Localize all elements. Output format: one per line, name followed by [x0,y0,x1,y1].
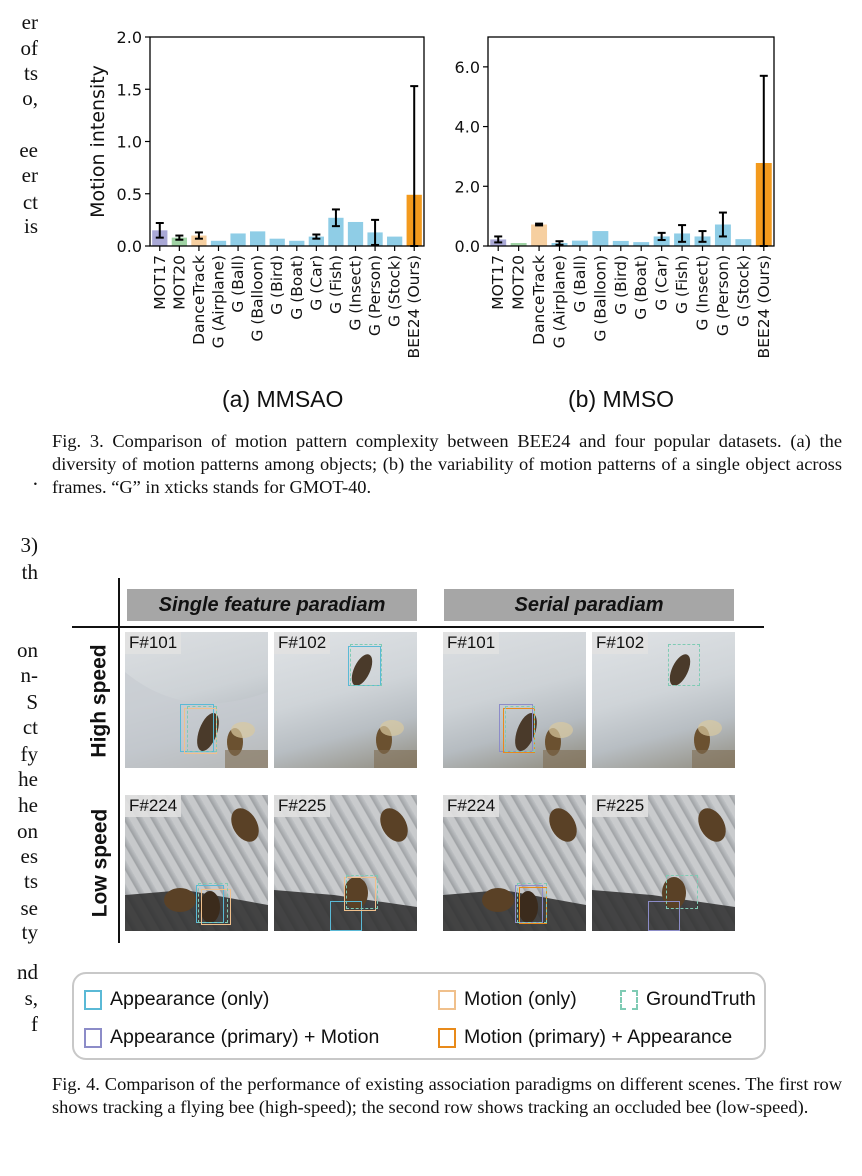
legend-motion-primary-appearance: Motion (primary) + Appearance [438,1026,732,1049]
bar [230,233,245,246]
frame-r1-c1 [125,632,268,768]
frame-r1-c4 [592,632,735,768]
fig4-caption: Fig. 4. Comparison of the performance of existing association paradigms on different scenes. The first row shows tracking a flying bee (high-speed); the second row shows tracking an occluded bee (low-speed). [52,1074,842,1117]
frame-r2-c2 [274,795,417,931]
x-tick-label: G (Insect) [693,255,712,331]
groundtruth-box [517,883,547,923]
x-tick-label: BEE24 (Ours) [754,255,773,359]
y-tick-label: 2.0 [116,28,142,47]
x-tick-label: G (Stock) [734,255,753,327]
fig3-caption: Fig. 3. Comparison of motion pattern complexity between BEE24 and four popular datasets. (a) the diversity of motion patterns among objects; (b) the variability of motion patterns of a single object across frames. “G” in xticks stands for GMOT-40. [52,431,842,497]
left-column-fragment: ts [23,869,38,893]
x-tick-label: G (Ball) [570,255,589,313]
left-column-fragment: on [17,638,38,662]
legend-swatch [438,1028,456,1048]
x-tick-label: G (Fish) [673,255,692,315]
y-tick-label: 6.0 [454,57,480,77]
y-tick-label: 0.0 [116,237,142,256]
legend-swatch [438,990,456,1010]
x-tick-label: G (Car) [307,255,326,311]
left-column-fragment: he [18,793,38,817]
left-column-fragment: fy [20,742,38,766]
left-column-fragment: is [23,214,38,238]
x-tick-label: G (Balloon) [591,255,610,342]
x-tick-label: G (Bird) [611,255,630,315]
legend-appearance-only: Appearance (only) [84,988,269,1011]
left-column-fragment: ct [22,715,38,739]
left-column-fragment: ty [21,920,38,944]
bar [387,237,402,246]
x-tick-label: G (Boat) [632,255,651,320]
frame-r1-c3 [443,632,586,768]
frame-r2-c3 [443,795,586,931]
x-tick-label: DanceTrack [530,255,549,345]
y-tick-label: 4.0 [454,117,480,137]
bar [211,241,226,246]
legend-groundtruth: GroundTruth [620,988,756,1011]
left-column-fragment: s, [24,986,38,1010]
left-column-fragment: ts [23,61,38,85]
left-column-fragment: S [26,690,38,714]
fig4-vertical-axis [118,578,120,943]
left-column-text [0,0,40,1176]
y-tick-label: 2.0 [454,177,480,197]
rowhead-low-speed: Low speed [88,808,111,918]
frame-label: F#225 [592,795,648,817]
rowhead-high-speed: High speed [88,644,111,758]
x-tick-label: MOT20 [509,255,528,310]
left-column-fragment: he [18,767,38,791]
left-column-fragment: . [32,466,38,490]
bar [592,231,608,246]
left-column-fragment: ee [19,138,38,162]
x-tick-label: G (Airplane) [209,255,228,349]
groundtruth-box [666,875,698,909]
frame-label: F#102 [592,632,648,654]
x-tick-label: DanceTrack [189,255,208,345]
chart-mmsao [80,25,440,380]
bar [735,239,751,246]
colhead-single-feature: Single feature paradiam [127,589,417,621]
frame-label: F#224 [125,795,181,817]
legend-swatch [84,1028,102,1048]
x-tick-label: G (Airplane) [550,255,569,349]
x-tick-label: BEE24 (Ours) [405,255,424,359]
left-column-fragment: er [21,163,38,187]
y-tick-label: 1.5 [116,80,142,100]
frame-label: F#224 [443,795,499,817]
bar [289,241,304,246]
left-column-fragment: 3) [20,533,38,557]
frame-label: F#102 [274,632,330,654]
left-column-fragment: o, [22,86,38,110]
x-tick-label: G (Fish) [326,255,345,315]
x-tick-label: G (Car) [652,255,671,311]
panel-label-b: (b) MMSO [568,386,675,412]
legend-swatch [84,990,102,1010]
frame-r2-c1 [125,795,268,931]
frame-r2-c4 [592,795,735,931]
left-column-fragment: n- [20,663,38,687]
x-tick-label: G (Stock) [385,255,404,327]
x-tick-label: G (Person) [366,255,385,337]
legend-swatch [620,990,638,1010]
chart-mmso [430,25,790,380]
y-axis-label: Motion intensity [87,65,109,218]
legend-appearance-primary-motion: Appearance (primary) + Motion [84,1026,379,1049]
colhead-serial: Serial paradiam [444,589,734,621]
left-column-fragment: er [21,10,38,34]
left-column-fragment: of [20,36,38,60]
x-tick-label: MOT17 [489,255,508,310]
x-tick-label: G (Bird) [268,255,287,315]
groundtruth-box [198,883,228,923]
plot-frame [150,37,424,246]
bar [270,239,285,246]
bar [531,225,547,246]
x-tick-label: G (Boat) [287,255,306,320]
bar [613,241,629,246]
bar [348,222,363,246]
frame-label: F#225 [274,795,330,817]
x-tick-label: G (Ball) [229,255,248,313]
left-column-fragment: nd [17,960,38,984]
x-tick-label: MOT20 [170,255,189,310]
fig4-legend [72,972,766,1060]
x-tick-label: G (Balloon) [248,255,267,342]
bar [250,231,265,246]
x-tick-label: G (Person) [713,255,732,337]
frame-label: F#101 [443,632,499,654]
left-column-fragment: ct [22,190,38,214]
legend-motion-only: Motion (only) [438,988,577,1011]
groundtruth-box [505,706,535,752]
frame-r1-c2 [274,632,417,768]
y-tick-label: 1.0 [116,132,142,152]
y-tick-label: 0.5 [116,184,142,204]
frame-label: F#101 [125,632,181,654]
groundtruth-box [668,644,700,686]
bar [572,241,588,246]
groundtruth-box [346,875,378,909]
y-tick-label: 0.0 [454,237,480,256]
plot-frame [488,37,774,246]
left-column-fragment: es [20,844,38,868]
left-column-fragment: se [20,896,38,920]
groundtruth-box [350,644,382,686]
left-column-fragment: on [17,819,38,843]
x-tick-label: G (Insect) [346,255,365,331]
panel-label-a: (a) MMSAO [222,386,344,412]
fig4-horizontal-axis [72,626,764,628]
groundtruth-box [187,706,217,752]
x-tick-label: MOT17 [150,255,169,310]
left-column-fragment: th [21,560,38,584]
left-column-fragment: f [31,1012,38,1036]
